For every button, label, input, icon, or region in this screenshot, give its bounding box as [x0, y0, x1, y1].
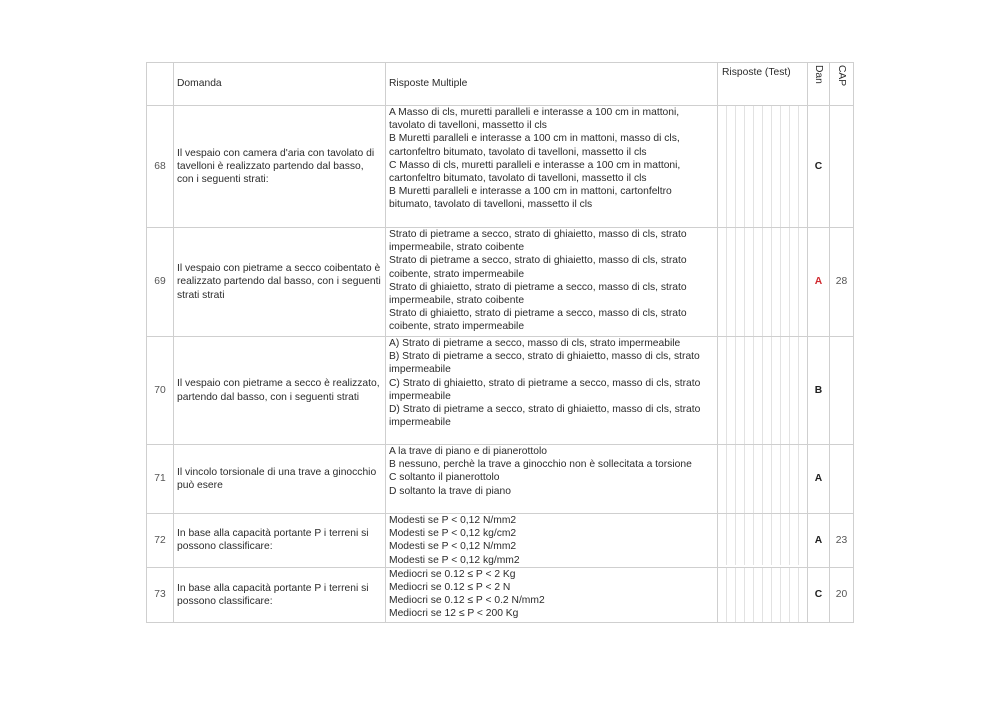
test-answer-cell[interactable]	[745, 514, 754, 565]
test-answer-cell[interactable]	[736, 228, 745, 336]
header-row	[147, 63, 854, 106]
test-answer-cell[interactable]	[718, 106, 727, 227]
answer-options	[386, 567, 718, 622]
test-answer-cell[interactable]	[727, 106, 736, 227]
test-answer-cell[interactable]	[727, 228, 736, 336]
table-row	[147, 567, 854, 622]
header-dan: Dan	[808, 63, 830, 106]
answer-options	[386, 337, 718, 445]
test-answer-cell[interactable]	[763, 106, 772, 227]
question-number: 70	[147, 337, 174, 445]
test-answer-grid	[718, 514, 808, 568]
answer-option: B nessuno, perchè la trave a ginocchio non è sollecitata a torsione	[389, 459, 692, 471]
test-answer-cell[interactable]	[727, 337, 736, 444]
answer-option: C soltanto il pianerottolo	[389, 472, 500, 484]
correct-answer: A	[808, 445, 830, 514]
answer-option: Strato di pietrame a secco, strato di ghiaietto, masso di cls, strato coibente, strato impermeabile	[389, 255, 687, 280]
test-answer-cell[interactable]	[790, 228, 799, 336]
correct-answer: C	[808, 106, 830, 228]
test-answer-grid	[718, 106, 808, 228]
test-answer-cell[interactable]	[736, 337, 745, 444]
test-answer-cell[interactable]	[736, 106, 745, 227]
test-answer-cell[interactable]	[745, 106, 754, 227]
answer-options	[386, 514, 718, 568]
table-row	[147, 106, 854, 228]
test-answer-grid	[718, 567, 808, 622]
answer-option: Mediocri se 12 ≤ P < 200 Kg	[389, 608, 519, 620]
question-text: Il vespaio con pietrame a secco è realizzato, partendo dal basso, con i seguenti strati	[174, 337, 386, 445]
test-answer-cell[interactable]	[799, 106, 807, 227]
answer-option: Strato di pietrame a secco, strato di ghiaietto, masso di cls, strato impermeabile, strato coibente	[389, 229, 687, 254]
test-answer-cell[interactable]	[727, 568, 736, 622]
test-answer-grid	[718, 228, 808, 337]
question-text: Il vespaio con pietrame a secco coibentato è realizzato partendo dal basso, con i seguenti strati strati	[174, 228, 386, 337]
answer-option: A Masso di cls, muretti paralleli e interasse a 100 cm in mattoni, tavolato di tavelloni, massetto il cls	[389, 107, 680, 132]
answer-option: Mediocri se 0.12 ≤ P < 2 N	[389, 582, 511, 594]
test-answer-cell[interactable]	[718, 445, 727, 513]
test-answer-cell[interactable]	[790, 568, 799, 622]
chapter-number	[830, 337, 854, 445]
question-text: Il vespaio con camera d'aria con tavolato di tavelloni è realizzato partendo dal basso, con i seguenti strati:	[174, 106, 386, 228]
questions-table	[146, 62, 854, 623]
test-answer-cell[interactable]	[790, 106, 799, 227]
test-answer-cell[interactable]	[754, 337, 763, 444]
test-answer-cell[interactable]	[781, 568, 790, 622]
question-text: In base alla capacità portante P i terreni si possono classificare:	[174, 567, 386, 622]
test-answer-cell[interactable]	[763, 568, 772, 622]
test-answer-cell[interactable]	[745, 228, 754, 336]
answer-option: C) Strato di ghiaietto, strato di pietrame a secco, masso di cls, strato impermeabile	[389, 377, 701, 402]
test-answer-cell[interactable]	[754, 228, 763, 336]
answer-options	[386, 228, 718, 337]
question-text: In base alla capacità portante P i terreni si possono classificare:	[174, 514, 386, 568]
test-answer-cell[interactable]	[754, 568, 763, 622]
test-answer-cell[interactable]	[763, 514, 772, 565]
header-answers: Risposte Multiple	[386, 63, 718, 106]
test-answer-cell[interactable]	[772, 514, 781, 565]
answer-option: Mediocri se 0.12 ≤ P < 0.2 N/mm2	[389, 595, 545, 607]
test-answer-cell[interactable]	[772, 106, 781, 227]
test-answer-cell[interactable]	[781, 106, 790, 227]
test-answer-cell[interactable]	[754, 106, 763, 227]
answer-option: Modesti se P < 0,12 kg/cm2	[389, 528, 517, 540]
test-answer-cell[interactable]	[772, 568, 781, 622]
correct-answer: C	[808, 567, 830, 622]
test-answer-cell[interactable]	[799, 228, 807, 336]
test-answer-cell[interactable]	[781, 228, 790, 336]
test-answer-cell[interactable]	[763, 337, 772, 444]
test-answer-grid	[718, 337, 808, 445]
answer-option: B Muretti paralleli e interasse a 100 cm in mattoni, cartonfeltro bitumato, tavolato di tavelloni, massetto il cls	[389, 186, 672, 211]
table-row	[147, 514, 854, 568]
test-answer-cell[interactable]	[745, 568, 754, 622]
header-cap: CAP	[830, 63, 854, 106]
correct-answer: B	[808, 337, 830, 445]
answer-option: A la trave di piano e di pianerottolo	[389, 446, 547, 457]
test-answer-cell[interactable]	[754, 445, 763, 513]
question-number: 71	[147, 445, 174, 514]
test-answer-cell[interactable]	[754, 514, 763, 565]
answer-option: Mediocri se 0.12 ≤ P < 2 Kg	[389, 568, 516, 580]
chapter-number: 20	[830, 567, 854, 622]
test-answer-cell[interactable]	[727, 514, 736, 565]
question-number: 73	[147, 567, 174, 622]
test-answer-grid	[718, 445, 808, 514]
question-number: 69	[147, 228, 174, 337]
test-answer-cell[interactable]	[781, 445, 790, 513]
answer-option: C Masso di cls, muretti paralleli e interasse a 100 cm in mattoni, cartonfeltro bitumato, tavolato di tavelloni, massetto il cls	[389, 159, 681, 185]
test-answer-cell[interactable]	[790, 337, 799, 444]
chapter-number: 28	[830, 228, 854, 337]
answer-option: Strato di ghiaietto, strato di pietrame a secco, masso di cls, strato coibente, strato impermeabile	[389, 308, 687, 333]
test-answer-cell[interactable]	[718, 568, 727, 622]
test-answer-cell[interactable]	[799, 337, 807, 444]
chapter-number	[830, 445, 854, 514]
test-answer-cell[interactable]	[799, 514, 807, 565]
chapter-number	[830, 106, 854, 228]
answer-option: Modesti se P < 0,12 kg/mm2	[389, 554, 520, 566]
answer-option: D soltanto la trave di piano	[389, 485, 511, 497]
test-answer-cell[interactable]	[763, 228, 772, 336]
test-answer-cell[interactable]	[790, 445, 799, 513]
test-answer-cell[interactable]	[745, 337, 754, 444]
answer-option: Modesti se P < 0,12 N/mm2	[389, 515, 517, 526]
table-row	[147, 337, 854, 445]
test-answer-cell[interactable]	[745, 445, 754, 513]
answer-option: B Muretti paralleli e interasse a 100 cm in mattoni, masso di cls, cartonfeltro bitumato, tavolato di tavelloni, massetto il cls	[389, 133, 680, 158]
header-question: Domanda	[174, 63, 386, 106]
header-number	[147, 63, 174, 106]
test-answer-cell[interactable]	[799, 568, 807, 622]
test-answer-cell[interactable]	[763, 445, 772, 513]
test-answer-cell[interactable]	[772, 228, 781, 336]
answer-option: Modesti se P < 0,12 N/mm2	[389, 541, 517, 553]
test-answer-cell[interactable]	[736, 445, 745, 513]
test-answer-cell[interactable]	[781, 514, 790, 565]
test-answer-cell[interactable]	[718, 514, 727, 565]
correct-answer: A	[808, 514, 830, 568]
answer-option: D) Strato di pietrame a secco, strato di ghiaietto, masso di cls, strato impermeabile	[389, 404, 701, 429]
test-answer-cell[interactable]	[781, 337, 790, 444]
question-number: 68	[147, 106, 174, 228]
test-answer-cell[interactable]	[790, 514, 799, 565]
header-test-answers: Risposte (Test)	[718, 63, 808, 106]
test-answer-cell[interactable]	[727, 445, 736, 513]
test-answer-cell[interactable]	[772, 337, 781, 444]
answer-option: A) Strato di pietrame a secco, masso di cls, strato impermeabile	[389, 338, 681, 349]
table-row	[147, 228, 854, 337]
test-answer-cell[interactable]	[799, 445, 807, 513]
question-number: 72	[147, 514, 174, 568]
answer-option: B) Strato di pietrame a secco, strato di ghiaietto, masso di cls, strato impermeabile	[389, 351, 700, 376]
test-answer-cell[interactable]	[736, 514, 745, 565]
test-answer-cell[interactable]	[772, 445, 781, 513]
answer-options	[386, 106, 718, 228]
answer-option: Strato di ghiaietto, strato di pietrame a secco, masso di cls, strato impermeabile, strato coibente	[389, 281, 687, 307]
answer-options	[386, 445, 718, 514]
test-answer-cell[interactable]	[736, 568, 745, 622]
chapter-number: 23	[830, 514, 854, 568]
question-text: Il vincolo torsionale di una trave a ginocchio può esere	[174, 445, 386, 514]
test-answer-cell[interactable]	[718, 337, 727, 444]
test-answer-cell[interactable]	[718, 228, 727, 336]
correct-answer: A	[808, 228, 830, 337]
table-row	[147, 445, 854, 514]
